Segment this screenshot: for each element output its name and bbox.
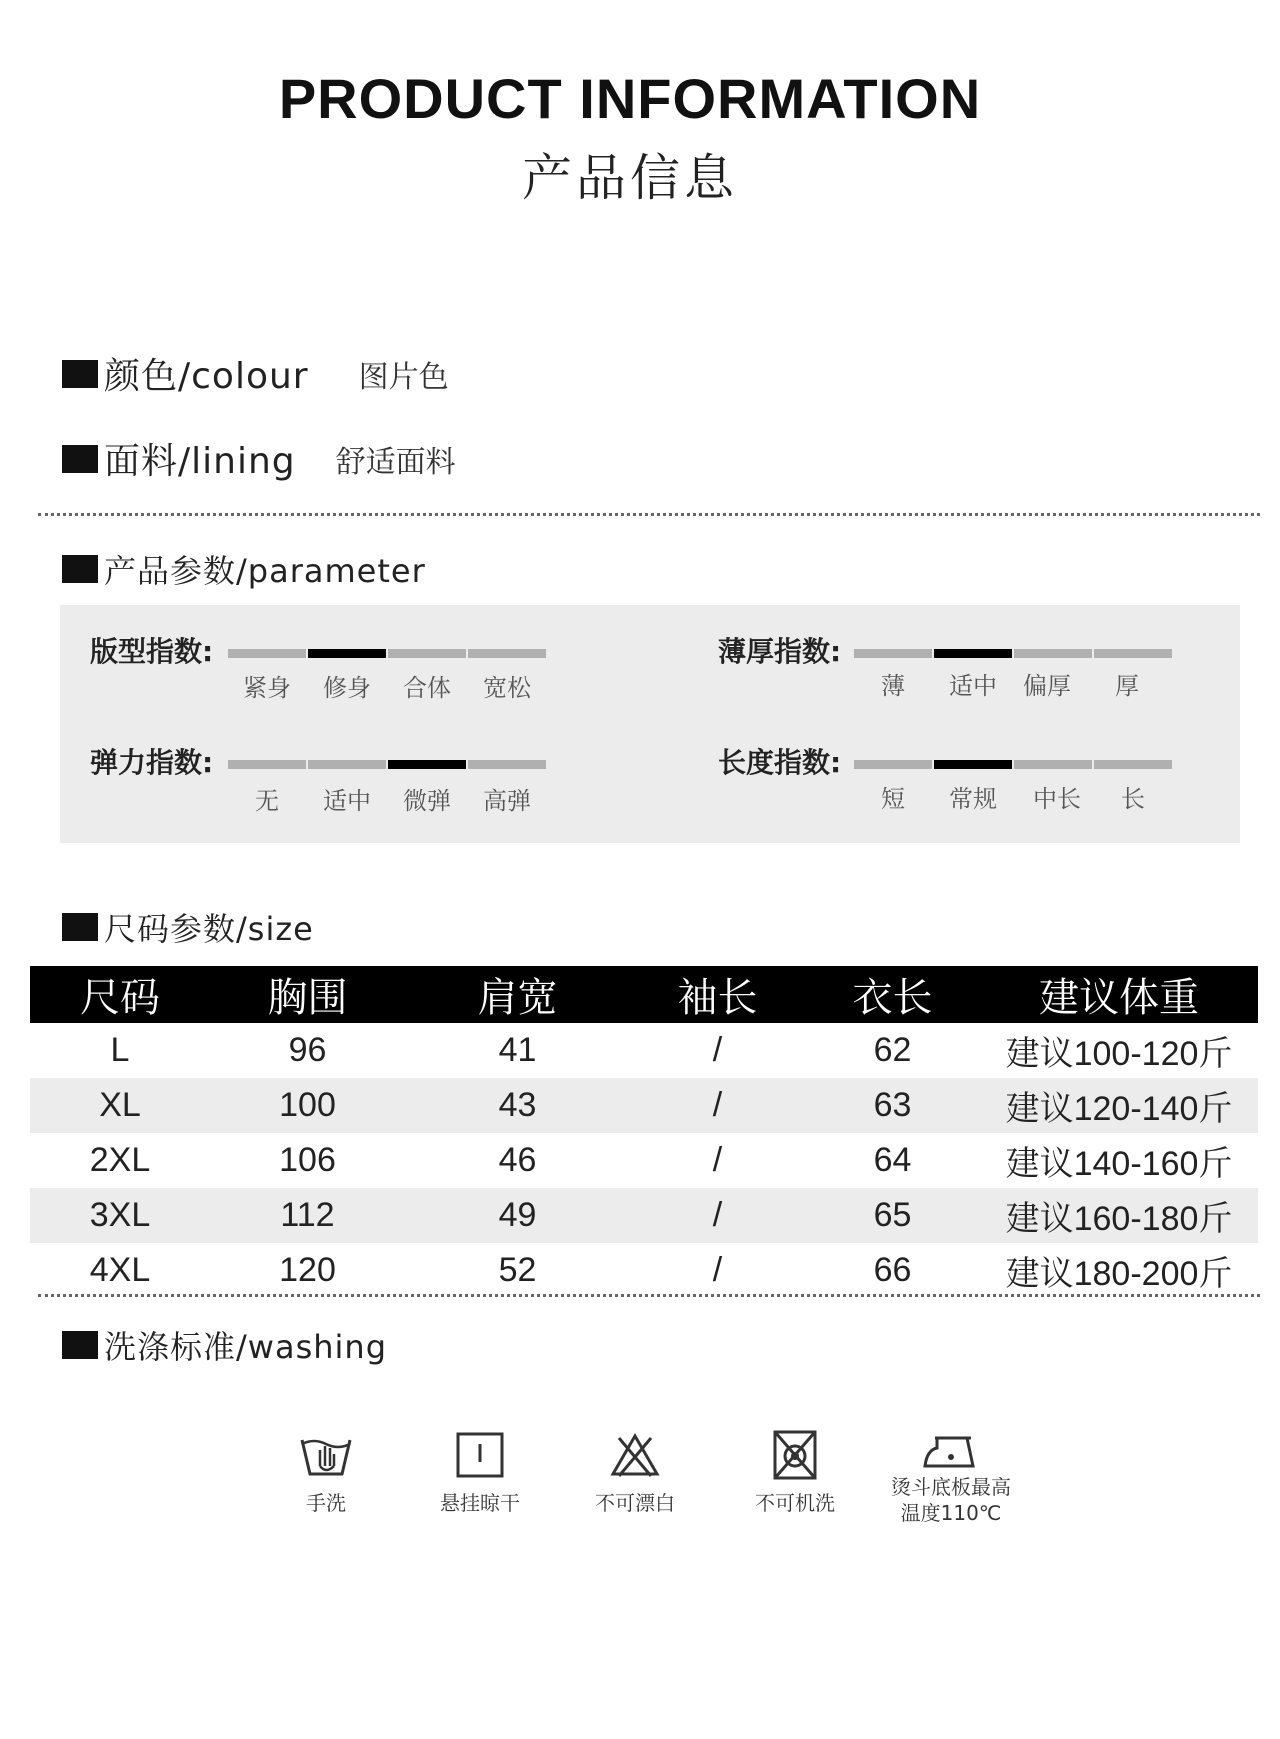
table-row	[30, 1133, 1258, 1188]
table-cell: 建议140-160斤	[1005, 1145, 1233, 1183]
index-option: 短	[881, 785, 905, 813]
table-row	[30, 1078, 1258, 1133]
index-bar-segment	[228, 760, 306, 769]
lining-row	[62, 433, 456, 484]
table-cell: /	[712, 1141, 723, 1179]
index-bar-segment	[1014, 649, 1092, 658]
table-cell: 4XL	[89, 1251, 151, 1289]
table-cell: 64	[873, 1141, 912, 1179]
index-bar-segment	[388, 649, 466, 658]
table-cell: 52	[498, 1251, 537, 1289]
header-cell: 建议体重	[980, 966, 1258, 1023]
index-bar-segment-selected	[934, 760, 1012, 769]
index-name: 弹力指数:	[90, 746, 214, 779]
table-cell: 43	[405, 1078, 630, 1133]
bullet-square-icon	[62, 555, 98, 583]
table-cell: 100	[210, 1078, 405, 1133]
index-bar-segment	[468, 760, 546, 769]
washing-label: 洗涤标准/washing	[104, 1328, 388, 1366]
bullet-square-icon	[62, 1331, 98, 1359]
index-bar-segment	[854, 760, 932, 769]
table-row	[30, 1188, 1258, 1243]
index-bar-segment	[1094, 649, 1172, 658]
washing-icons	[0, 1430, 1280, 1550]
divider	[38, 1294, 1260, 1297]
table-cell: 62	[873, 1031, 912, 1069]
wash-item	[725, 1430, 865, 1516]
index-bar-segment	[1094, 760, 1172, 769]
index-option: 宽松	[483, 674, 531, 702]
size-heading	[62, 904, 314, 950]
index-bar-segment	[854, 649, 932, 658]
index-option: 长	[1121, 785, 1145, 813]
header-cell: 衣长	[805, 966, 980, 1023]
table-cell: 建议160-180斤	[980, 1188, 1258, 1243]
table-cell: /	[630, 1078, 805, 1133]
header-cell: 尺码	[30, 966, 210, 1023]
index-bar-segment	[228, 649, 306, 658]
wash-label: 悬挂晾干	[440, 1491, 520, 1515]
index-option: 中长	[1033, 785, 1081, 813]
hand-wash-icon	[298, 1430, 354, 1480]
header-cell: 胸围	[210, 966, 405, 1023]
index-option: 适中	[323, 787, 371, 815]
index-bar-segment	[468, 649, 546, 658]
wash-item	[876, 1430, 1026, 1526]
index-name: 版型指数:	[90, 635, 214, 668]
index-option: 修身	[323, 674, 371, 702]
index-option: 厚	[1115, 672, 1139, 700]
table-cell: 建议100-120斤	[1005, 1035, 1233, 1073]
hang-dry-icon	[452, 1430, 508, 1480]
index-option: 高弹	[483, 787, 531, 815]
index-bar-segment	[308, 760, 386, 769]
iron-icon	[921, 1430, 981, 1470]
table-cell: 46	[498, 1141, 537, 1179]
parameter-panel	[60, 605, 1240, 843]
washing-heading	[62, 1322, 387, 1368]
table-cell: 49	[405, 1188, 630, 1243]
table-cell: 96	[288, 1031, 327, 1069]
table-cell: 41	[498, 1031, 537, 1069]
index-bar-segment-selected	[934, 649, 1012, 658]
table-cell: 106	[279, 1141, 336, 1179]
divider	[38, 513, 1260, 516]
table-cell: 建议180-200斤	[1005, 1255, 1233, 1293]
table-cell: /	[712, 1031, 723, 1069]
parameter-label: 产品参数/parameter	[104, 552, 426, 590]
index-option: 偏厚	[1023, 672, 1071, 700]
wash-label: 不可漂白	[595, 1491, 675, 1515]
colour-value: 图片色	[358, 359, 449, 395]
index-option: 微弹	[403, 787, 451, 815]
index-bar-segment-selected	[308, 649, 386, 658]
size-label: 尺码参数/size	[104, 910, 314, 948]
lining-value: 舒适面料	[335, 444, 456, 480]
lining-label: 面料/lining	[104, 441, 296, 482]
table-cell: 66	[873, 1251, 912, 1289]
index-bar-segment	[1014, 760, 1092, 769]
page-subtitle: 产品信息	[522, 149, 738, 207]
table-cell: 65	[805, 1188, 980, 1243]
index-option: 无	[255, 787, 279, 815]
index-option: 适中	[949, 672, 997, 700]
wash-item	[565, 1430, 705, 1516]
no-bleach-icon	[607, 1430, 663, 1480]
wash-label: 手洗	[306, 1491, 346, 1515]
header-cell: 袖长	[630, 966, 805, 1023]
table-cell: 63	[805, 1078, 980, 1133]
index-name: 长度指数:	[718, 746, 842, 779]
table-cell: L	[110, 1031, 130, 1069]
index-option: 合体	[403, 674, 451, 702]
wash-label: 不可机洗	[755, 1491, 835, 1515]
header-cell: 肩宽	[405, 966, 630, 1023]
size-table-header	[30, 966, 1258, 1023]
table-cell: 建议120-140斤	[980, 1078, 1258, 1133]
bullet-square-icon	[62, 360, 98, 388]
index-name: 薄厚指数:	[718, 635, 842, 668]
table-cell: XL	[30, 1078, 210, 1133]
parameter-heading	[62, 546, 426, 592]
table-row	[30, 1243, 1258, 1298]
no-machine-wash-icon	[767, 1430, 823, 1480]
table-cell: 120	[279, 1251, 336, 1289]
index-option: 常规	[949, 785, 997, 813]
table-cell: /	[712, 1251, 723, 1289]
bullet-square-icon	[62, 445, 98, 473]
colour-row	[62, 348, 449, 399]
table-cell: /	[630, 1188, 805, 1243]
table-row	[30, 1023, 1258, 1078]
index-option: 紧身	[243, 674, 291, 702]
index-option: 薄	[881, 672, 905, 700]
table-cell: 2XL	[89, 1141, 151, 1179]
bullet-square-icon	[62, 913, 98, 941]
wash-label-line2: 温度110℃	[900, 1501, 1002, 1525]
table-cell: 112	[210, 1188, 405, 1243]
colour-label: 颜色/colour	[104, 356, 309, 397]
wash-label: 烫斗底板最高	[891, 1475, 1011, 1499]
index-bar-segment-selected	[388, 760, 466, 769]
wash-item	[410, 1430, 550, 1516]
page-title: PRODUCT INFORMATION	[278, 67, 982, 130]
wash-item	[256, 1430, 396, 1516]
size-table	[30, 966, 1258, 1298]
table-cell: 3XL	[30, 1188, 210, 1243]
